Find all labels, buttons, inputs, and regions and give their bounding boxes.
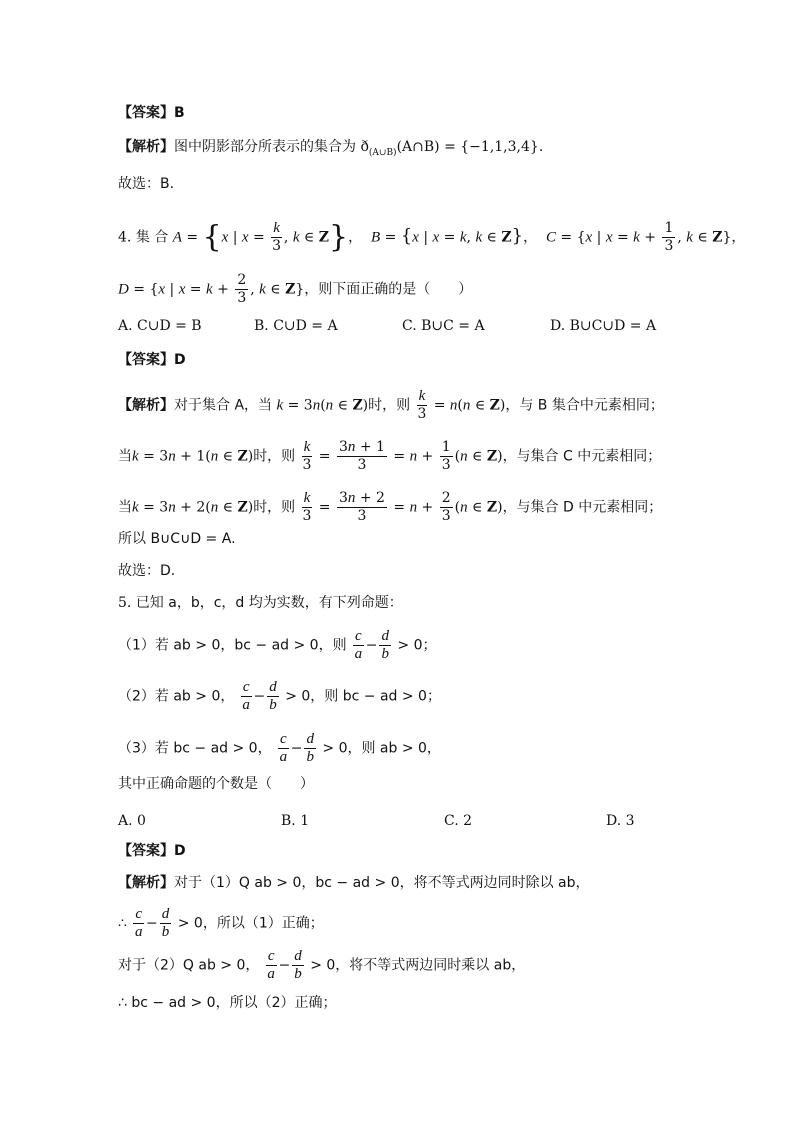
- q5-analysis-line4: ∴ bc − ad > 0，所以（2）正确；: [118, 995, 337, 1011]
- q5-prop1: （1）若 ab > 0，bc − ad > 0，则 $\frac{c}{a}$ − $\frac{d}{b}$ > 0；: [118, 628, 437, 662]
- q4-stem-line1: 4. 集 合 A = {x | x = $\frac{k}{3}$ , k ∈ Z}， B = {x | x = k, k ∈ Z}， C = {x | x = k + $\frac{1}{3}$ , k ∈ Z}，: [118, 219, 746, 255]
- q4-analysis-line1: 【解析】对于集合 A，当 k = 3n(n ∈ Z)时，则 $\frac{k}{3}$ = n(n ∈ Z)，与 B 集合中元素相同；: [118, 388, 664, 422]
- q4-option-c: C. B∪C = A: [402, 318, 485, 334]
- q5-answer: 【答案】D: [118, 843, 186, 859]
- q5-prop2: （2）若 ab > 0， $\frac{c}{a}$ − $\frac{d}{b}$ > 0，则 bc − ad > 0；: [118, 679, 441, 713]
- q5-analysis-line3: 对于（2）Q ab > 0， $\frac{c}{a}$ − $\frac{d}{b}$ > 0，将不等式两边同时乘以 ab，: [118, 948, 526, 982]
- q5-option-c: C. 2: [444, 813, 473, 829]
- q4-option-a: A. C∪D = B: [118, 318, 202, 334]
- q5-question: 其中正确命题的个数是（ ）: [118, 776, 314, 792]
- q4-analysis-line2: 当k = 3n + 1(n ∈ Z)时，则 $\frac{k}{3}$ = $\frac{3n + 1}{3}$ = n + $\frac{1}{3}$ (n ∈ Z)，与集合 C 中元素相同；: [118, 439, 662, 473]
- q4-analysis-line4: 所以 B∪C∪D = A.: [118, 531, 236, 547]
- q5-analysis-line1: 【解析】对于（1）Q ab > 0，bc − ad > 0，将不等式两边同时除以 ab，: [118, 875, 590, 891]
- q4-option-b: B. C∪D = A: [254, 318, 338, 334]
- q4-analysis-line3: 当k = 3n + 2(n ∈ Z)时，则 $\frac{k}{3}$ = $\frac{3n + 2}{3}$ = n + $\frac{2}{3}$ (n ∈ Z)，与集合 D 中元素相同；: [118, 490, 663, 524]
- q5-prop3: （3）若 bc − ad > 0， $\frac{c}{a}$ − $\frac{d}{b}$ > 0，则 ab > 0，: [118, 731, 441, 765]
- q5-stem: 5. 已知 a，b，c，d 均为实数，有下列命题：: [118, 595, 403, 611]
- q3-conclusion: 故选：B.: [118, 176, 175, 192]
- q4-option-d: D. B∪C∪D = A: [550, 318, 657, 334]
- q4-stem-line2: D = {x | x = k + $\frac{2}{3}$ , k ∈ Z}，则下面正确的是（ ）: [118, 272, 473, 306]
- q3-answer: 【答案】B: [118, 105, 185, 121]
- q5-option-d: D. 3: [606, 813, 635, 829]
- q4-conclusion: 故选：D.: [118, 563, 176, 579]
- q4-answer: 【答案】D: [118, 352, 186, 368]
- q5-option-b: B. 1: [281, 813, 310, 829]
- q5-option-a: A. 0: [118, 813, 146, 829]
- q5-analysis-line2: ∴ $\frac{c}{a}$ − $\frac{d}{b}$ > 0，所以（1）正确；: [118, 906, 324, 940]
- q3-analysis: 【解析】图中阴影部分所表示的集合为 $ð_{(A\cup B)}(A\cap B) = \{-1,1,3,4\}$.: [118, 139, 544, 158]
